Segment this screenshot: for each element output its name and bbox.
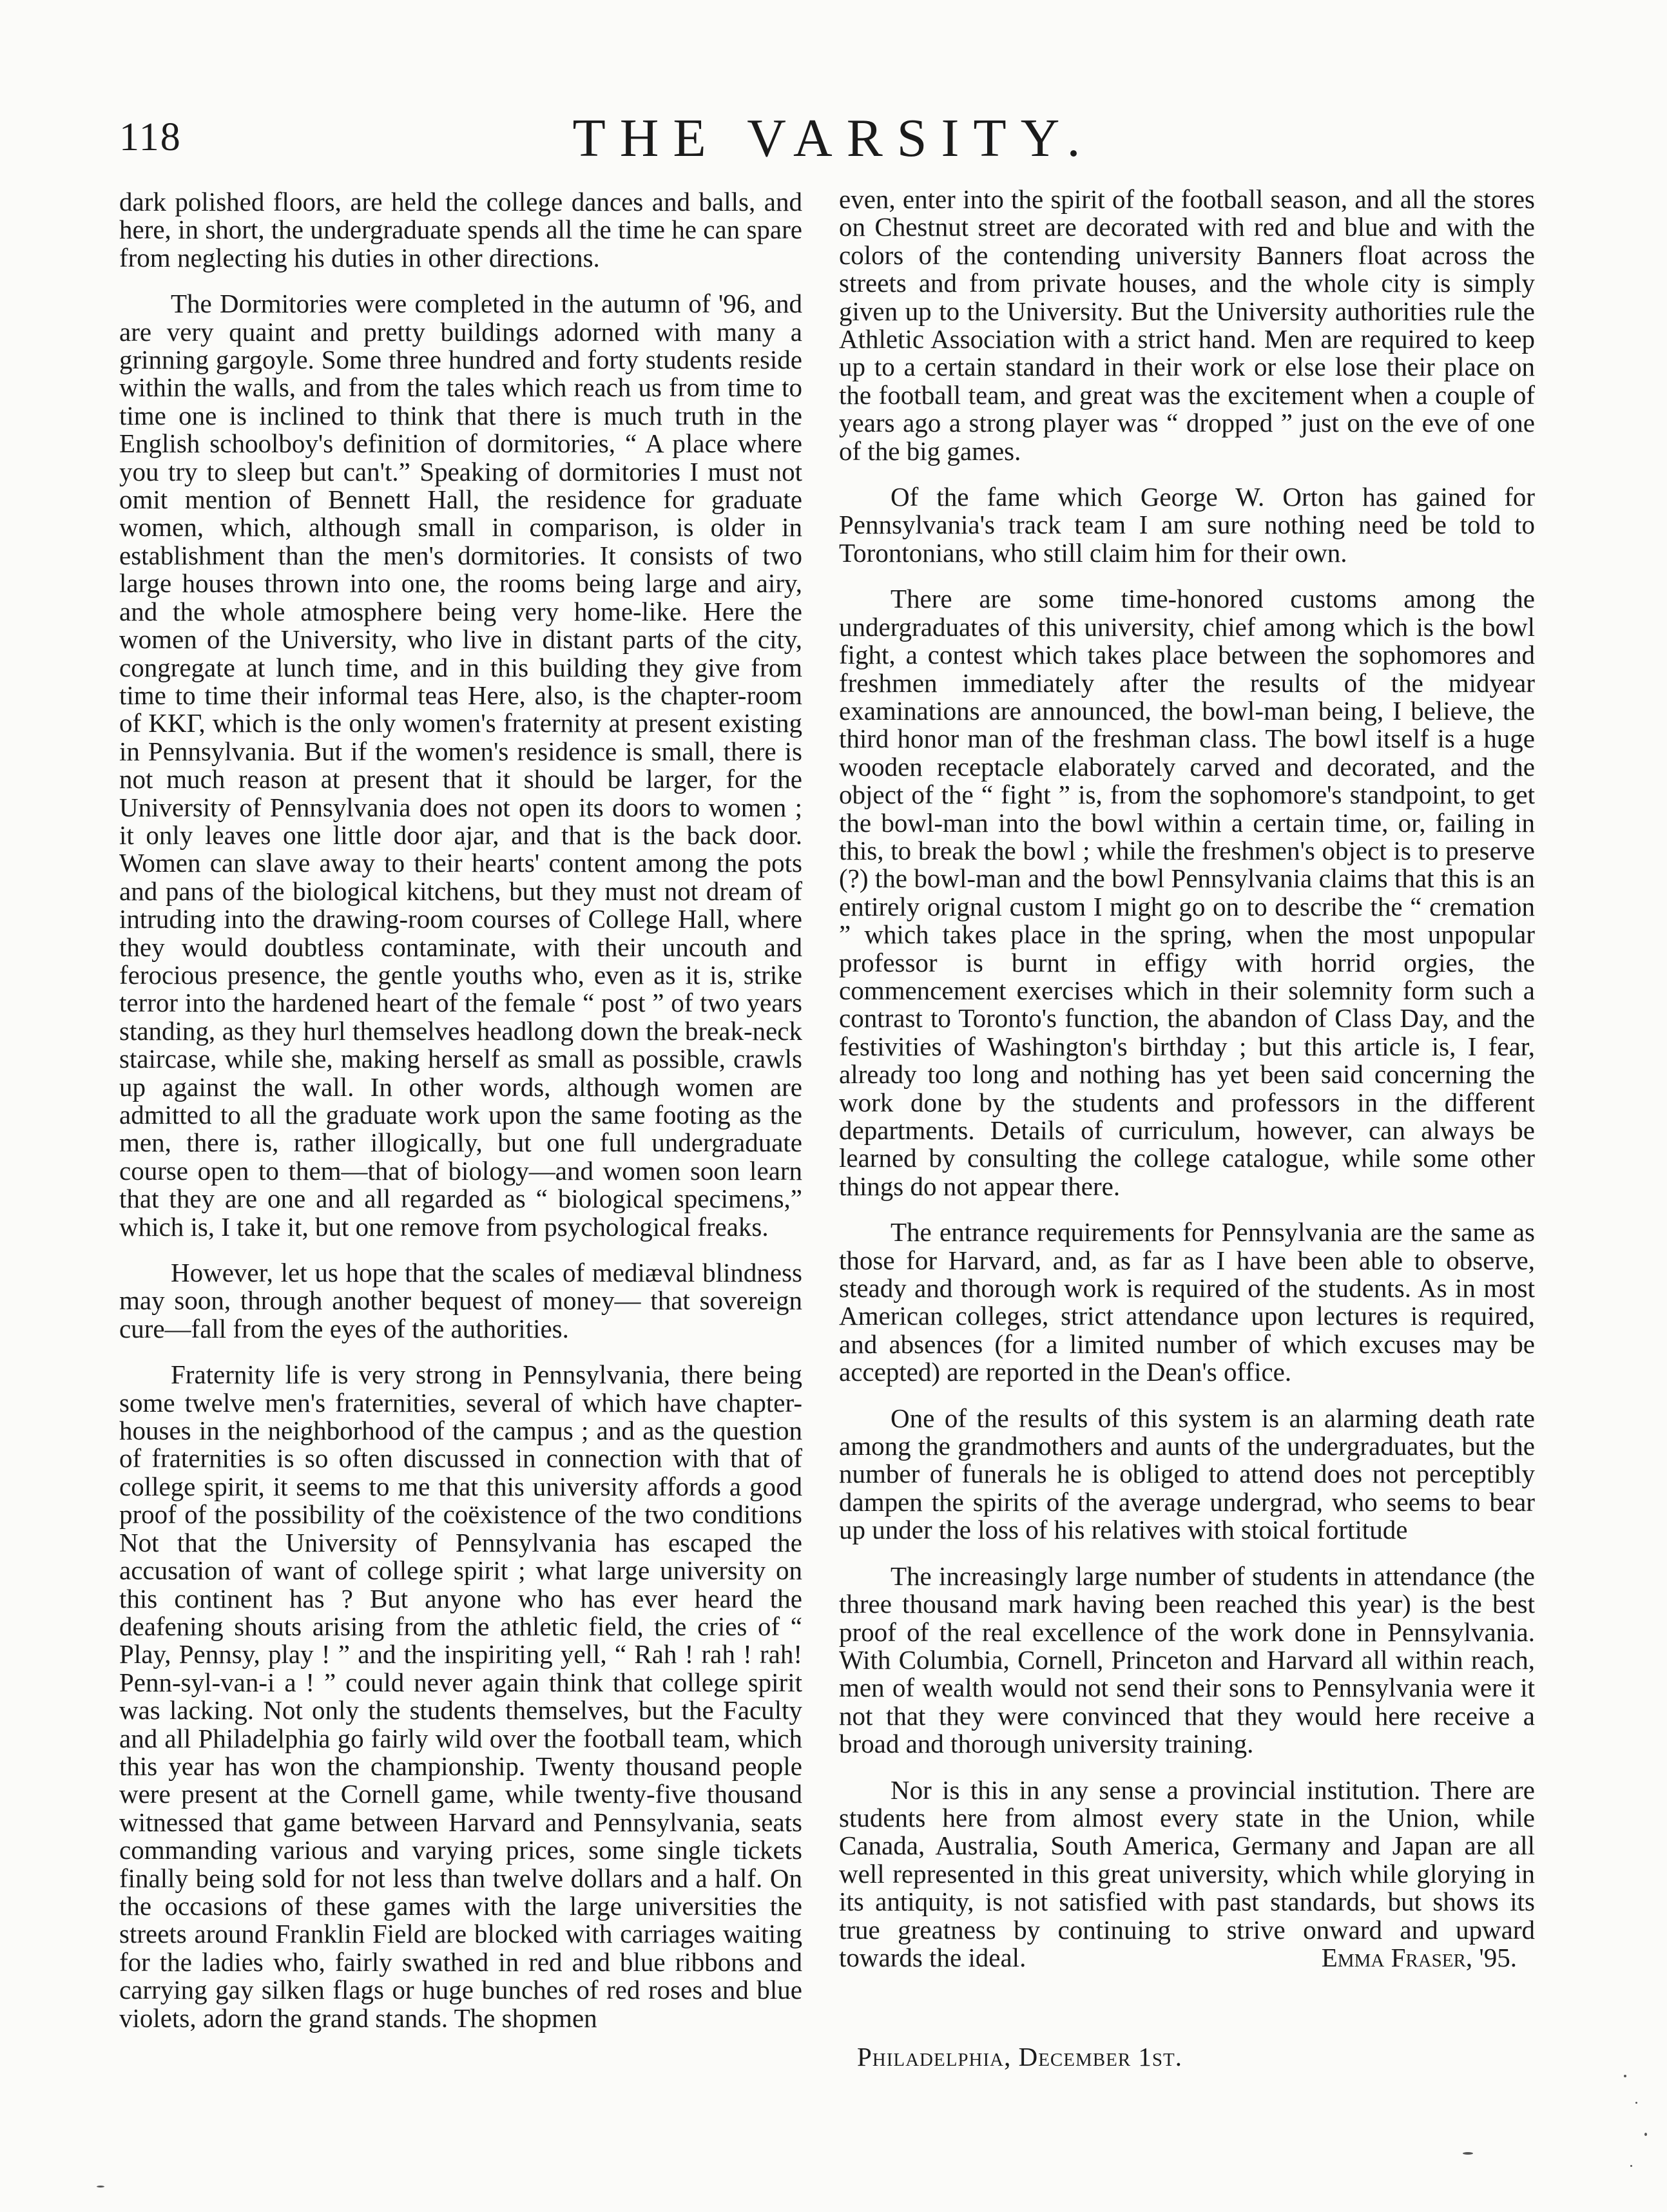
paragraph: The increasingly large number of students in attendance (the three thousand mark having been reached this year) is the best proof of the real excellence of the work done in Pennsylvania. With Columbia, Cornell, Princeton and Harvard all within reach, men of wealth would not send their sons to Pennsylvania were it not that they were convinced that they would here receive a broad and thorough university training. [839, 1561, 1535, 1759]
scan-speck [1644, 2133, 1647, 2136]
scan-speck [1630, 2165, 1632, 2167]
right-column [839, 186, 1535, 1990]
paragraph: even, enter into the spirit of the football season, and all the stores on Chestnut street are decorated with red and blue and with the colors of the contending university Banners float across the streets and from private houses, and the whole city is simply given up to the University. But the University authorities rule the Athletic Association with a strict hand. Men are required to keep up to a certain standard in their work or else lose their place on the football team, and great was the excitement when a couple of years ago a strong player was “ dropped ” just on the eve of one of the big games. [839, 184, 1535, 466]
paragraph: Fraternity life is very strong in Pennsylvania, there being some twelve men's fraternities, several of which have chapter-houses in the neighborhood of the campus ; and as the question of fraternities is so often discussed in connection with that of college spirit, it seems to me that this university affords a good proof of the possibility of the coëxistence of the two conditions Not that the University of Pennsylvania has escaped the accusation of want of college spirit ; what large university on this continent has ? But anyone who has ever heard the deafening shouts arising from the athletic field, the cries of “ Play, Pennsy, play ! ” and the inspiriting yell, “ Rah ! rah ! rah! Penn-syl-van-i a ! ” could never again think that college spirit was lacking. Not only the students themselves, but the Faculty and all Philadelphia go fairly wild over the football team, which this year has won the championship. Twenty thousand people were present at the Cornell game, while twenty-five thousand witnessed that game between Harvard and Pennsylvania, seats commanding various and varying prices, some single tickets finally being sold for not less than twelve dollars and a half. On the occasions of these games with the large universities the streets around Franklin Field are blocked with carriages waiting for the ladies who, fairly swathed in red and blue ribbons and carrying gay silken flags or huge bunches of red roses and blue violets, adorn the grand stands. The shopmen [119, 1360, 802, 2033]
paragraph [839, 1776, 1535, 1972]
scan-speck [1624, 2075, 1626, 2077]
scan-speck [1635, 2102, 1637, 2104]
left-column [119, 188, 802, 2050]
paragraph-text: Nor is this in any sense a provincial institution. There are students here from almost every state in the Union, while Canada, Australia, South America, Germany and Japan are all well represented in this great university, which while glorying in its antiquity, is not satisfied with past standards, but shows its true greatness by continuing to strive onward and upward towards the ideal. [839, 1774, 1535, 1972]
page-number: 118 [119, 115, 182, 159]
paragraph: Of the fame which George W. Orton has gained for Pennsylvania's track team I am sure nothing need be told to Torontonians, who still claim him for their own. [839, 482, 1535, 568]
paragraph: There are some time-honored customs among the undergraduates of this university, chief among which is the bowl fight, a contest which takes place between the sophomores and freshmen immediately after the results of the midyear examinations are announced, the bowl-man being, I believe, the third honor man of the freshman class. The bowl itself is a huge wooden receptacle elaborately carved and decorated, and the object of the “ fight ” is, from the sophomore's standpoint, to get the bowl-man into the bowl within a certain time, or, failing in this, to break the bowl ; while the freshmen's object is to preserve (?) the bowl-man and the bowl Pennsylvania claims that this is an entirely orignal custom I might go on to describe the “ cremation ” which takes place in the spring, when the most unpopular professor is burnt in effigy with horrid orgies, the commencement exercises which in their solemnity form such a contrast to Toronto's function, the abandon of Class Day, and the festivities of Washington's birthday ; but this article is, I fear, already too long and nothing has yet been said concerning the work done by the students and professors in the different departments. Details of curriculum, however, can always be learned by consulting the college catalogue, while some other things do not appear there. [839, 584, 1535, 1201]
scan-speck [97, 2186, 104, 2188]
paragraph: The Dormitories were completed in the autumn of '96, and are very quaint and pretty buildings adorned with many a grinning gargoyle. Some three hundred and forty students reside within the walls, and from the tales which reach us from time to time one is inclined to think that there is much truth in the English schoolboy's definition of dormitories, “ A place where you try to sleep but can't.” Speaking of dormitories I must not omit mention of Bennett Hall, the residence for graduate women, which, although small in comparison, is older in establishment than the men's dormitories. It consists of two large houses thrown into one, the rooms being large and airy, and the whole atmosphere being very home-like. Here the women of the University, who live in distant parts of the city, congregate at lunch time, and in this building they give from time to time their informal teas Here, also, is the chapter-room of KKΓ, which is the only women's fraternity at present existing in Pennsylvania. But if the women's residence is small, there is not much reason at present that it should be larger, for the University of Pennsylvania does not open its doors to women ; it only leaves one little door ajar, and that is the back door. Women can slave away to their hearts' content among the pots and pans of the biological kitchens, but they must not dream of intruding into the drawing-room courses of College Hall, where they would doubtless contaminate, with their uncouth and ferocious presence, the gentle youths who, even as it is, strike terror into the hardened heart of the female “ post ” of two years standing, as they hurl themselves headlong down the break-neck staircase, while she, making herself as small as possible, crawls up against the wall. In other words, although women are admitted to all the graduate work upon the same footing as the men, there is, rather illogically, but one full undergraduate course open to them—that of biology—and women soon learn that they are one and all regarded as “ biological specimens,” which is, I take it, but one remove from psychological freaks. [119, 289, 802, 1242]
paragraph: However, let us hope that the scales of mediæval blindness may soon, through another bequest of money— that sovereign cure—fall from the eyes of the authorities. [119, 1258, 802, 1343]
author-signature: Emma Fraser, '95. [1321, 1942, 1517, 1972]
scan-speck [1463, 2152, 1473, 2155]
paragraph: dark polished floors, are held the college dances and balls, and here, in short, the undergraduate spends all the time he can spare from neglecting his duties in other directions. [119, 187, 802, 273]
paragraph: The entrance requirements for Pennsylvania are the same as those for Harvard, and, as far as I have been able to observe, steady and thorough work is required of the students. As in most American colleges, strict attendance upon lectures is required, and absences (for a limited number of which excuses may be accepted) are reported in the Dean's office. [839, 1217, 1535, 1387]
dateline: Philadelphia, December 1st. [857, 2042, 1183, 2072]
paragraph: One of the results of this system is an alarming death rate among the grandmothers and aunts of the undergraduates, but the number of funerals he is obliged to attend does not perceptibly dampen the spirits of the average undergrad, who seems to bear up under the loss of his relatives with stoical fortitude [839, 1403, 1535, 1545]
journal-title: THE VARSITY. [572, 108, 1095, 168]
